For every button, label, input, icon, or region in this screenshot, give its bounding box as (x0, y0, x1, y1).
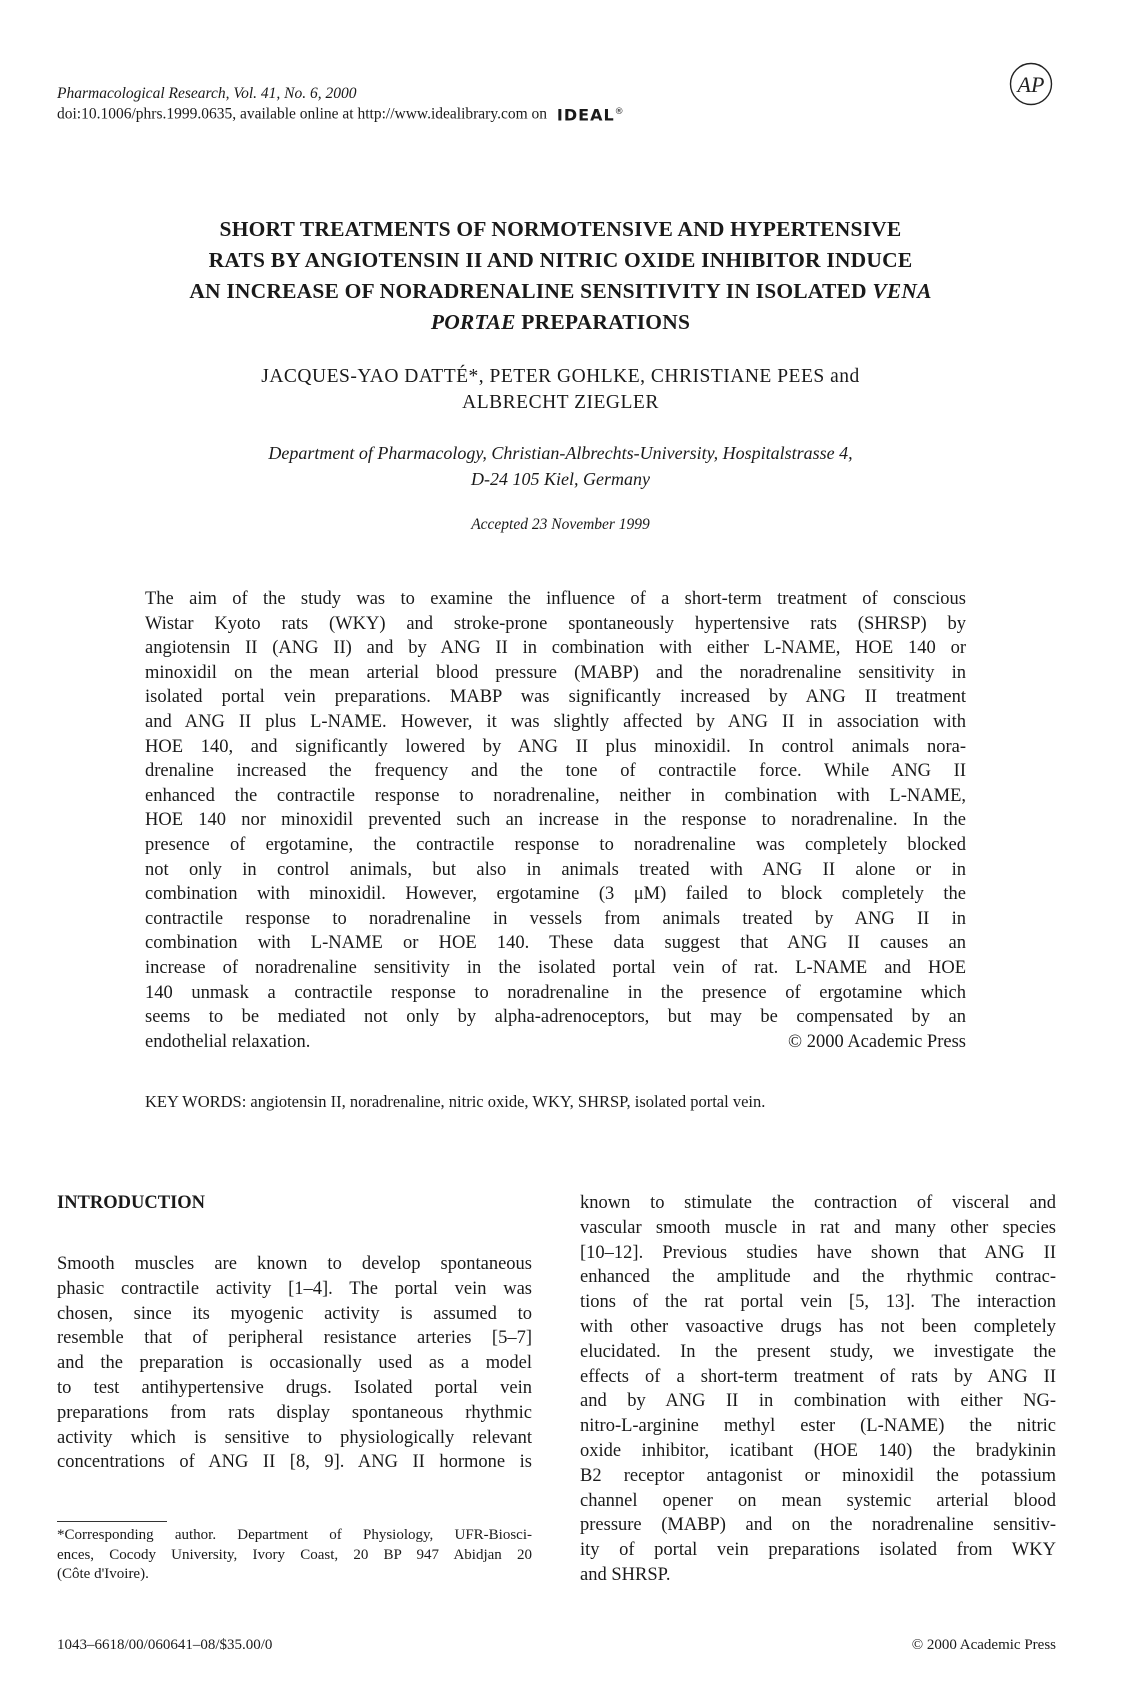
text-line: concentrations of ANG II [8, 9]. ANG II hormone is (57, 1452, 532, 1473)
text-line: activity which is sensitive to physiologically relevant (57, 1427, 532, 1448)
text-line: to test antihypertensive drugs. Isolated portal vein (57, 1377, 532, 1398)
footnote-line: (Côte d'Ivoire). (57, 1566, 149, 1582)
logo-text: AP (1017, 72, 1045, 97)
title-line: AN INCREASE OF NORADRENALINE SENSITIVITY IN ISOLATED VENA (189, 279, 932, 303)
text-line: tions of the rat portal vein [5, 13]. The interaction (580, 1292, 1056, 1313)
footnote-line: *Corresponding author. Department of Physiology, UFR-Biosci- (57, 1527, 532, 1543)
abstract-line: contractile response to noradrenaline in vessels from animals treated by ANG II in (145, 908, 966, 929)
abstract-line: 140 unmask a contractile response to noradrenaline in the presence of ergotamine which (145, 982, 966, 1003)
abstract-line: not only in control animals, but also in animals treated with ANG II alone or in (145, 859, 966, 880)
introduction-right-column (580, 1191, 1056, 1588)
text-line: resemble that of peripheral resistance arteries [5–7] (57, 1328, 532, 1349)
keywords-text: angiotensin II, noradrenaline, nitric oxide, WKY, SHRSP, isolated portal vein. (250, 1092, 766, 1111)
abstract-line: minoxidil on the mean arterial blood pressure (MABP) and the noradrenaline sensitivity in (145, 662, 966, 683)
footnote-divider (57, 1521, 167, 1522)
text-line: B2 receptor antagonist or minoxidil the potassium (580, 1465, 1056, 1486)
footer-issn-code: 1043–6618/00/060641–08/$35.00/0 (57, 1637, 273, 1653)
text-line: pressure (MABP) and on the noradrenaline sensitiv- (580, 1515, 1056, 1536)
title-line: SHORT TREATMENTS OF NORMOTENSIVE AND HYPERTENSIVE (219, 217, 902, 241)
text-line: and the preparation is occasionally used as a model (57, 1353, 532, 1374)
doi-line (57, 103, 625, 124)
text-line: vascular smooth muscle in rat and many other species (580, 1217, 1056, 1238)
text-line: [10–12]. Previous studies have shown that ANG II (580, 1242, 1056, 1263)
abstract-line: Wistar Kyoto rats (WKY) and stroke-prone spontaneously hypertensive rats (SHRSP) by (145, 613, 966, 634)
abstract-line: combination with minoxidil. However, ergotamine (3 μM) failed to block completely the (145, 884, 966, 905)
title-line: RATS BY ANGIOTENSIN II AND NITRIC OXIDE INHIBITOR INDUCE (208, 248, 913, 272)
text-line: effects of a short-term treatment of rats by ANG II (580, 1366, 1056, 1387)
abstract-last-line: endothelial relaxation. © 2000 Academic Press (145, 1030, 966, 1055)
abstract-line: combination with L-NAME or HOE 140. These data suggest that ANG II causes an (145, 933, 966, 954)
text-line: channel opener on mean systemic arterial blood (580, 1490, 1056, 1511)
journal-citation: Pharmacological Research, Vol. 41, No. 6, 2000 (57, 85, 357, 102)
text-line: preparations from rats display spontaneous rhythmic (57, 1402, 532, 1423)
paper-title (90, 214, 1031, 338)
abstract-line: drenaline increased the frequency and the tone of contractile force. While ANG II (145, 761, 966, 782)
text-line: oxide inhibitor, icatibant (HOE 140) the bradykinin (580, 1440, 1056, 1461)
text-line: and SHRSP. (580, 1564, 671, 1585)
abstract-line: increase of noradrenaline sensitivity in the isolated portal vein of rat. L-NAME and HOE (145, 957, 966, 978)
text-line: Smooth muscles are known to develop spontaneous (57, 1254, 532, 1274)
abstract-line: presence of ergotamine, the contractile response to noradrenaline was completely blocked (145, 834, 966, 855)
abstract-line: HOE 140 nor minoxidil prevented such an increase in the response to noradrenaline. In the (145, 810, 966, 831)
keywords-label: KEY WORDS: (145, 1092, 247, 1111)
section-heading-introduction: INTRODUCTION (57, 1193, 206, 1213)
abstract-line: enhanced the contractile response to noradrenaline, neither in combination with L-NAME, (145, 785, 966, 806)
text-line: known to stimulate the contraction of visceral and (580, 1193, 1056, 1213)
accepted-date: Accepted 23 November 1999 (471, 516, 650, 533)
academic-press-logo (1009, 62, 1053, 106)
footnote-line: ences, Cocody University, Ivory Coast, 20 BP 947 Abidjan 20 (57, 1546, 532, 1563)
keywords (145, 1092, 765, 1112)
text-line: with other vasoactive drugs has not been completely (580, 1316, 1056, 1337)
abstract-line: angiotensin II (ANG II) and by ANG II in combination with either L-NAME, HOE 140 or (145, 638, 966, 659)
abstract-line: The aim of the study was to examine the influence of a short-term treatment of conscious (145, 589, 966, 609)
abstract-line: and ANG II plus L-NAME. However, it was slightly affected by ANG II in association with (145, 711, 966, 732)
abstract-copyright: © 2000 Academic Press (788, 1031, 966, 1052)
text-line: nitro-L-arginine methyl ester (L-NAME) the nitric (580, 1416, 1056, 1437)
introduction-left-column (57, 1252, 532, 1475)
abstract-line: HOE 140, and significantly lowered by ANG II plus minoxidil. In control animals nora- (145, 736, 966, 757)
ideal-logo: IDEAL® (556, 105, 625, 125)
text-line: chosen, since its myogenic activity is assumed to (57, 1303, 532, 1324)
abstract (145, 587, 966, 1054)
affiliation: Department of Pharmacology, Christian-Albrechts-University, Hospitalstrasse 4, D-24 105 Kiel, Germany (268, 443, 853, 489)
abstract-line: seems to be mediated not only by alpha-adrenoceptors, but may be compensated by an (145, 1007, 966, 1028)
text-line: ity of portal vein preparations isolated from WKY (580, 1540, 1056, 1561)
abstract-line: isolated portal vein preparations. MABP was significantly increased by ANG II treatment (145, 687, 966, 708)
footer-copyright: © 2000 Academic Press (911, 1637, 1056, 1653)
author-list: JACQUES-YAO DATTÉ*, PETER GOHLKE, CHRISTIANE PEES and ALBRECHT ZIEGLER (261, 366, 860, 413)
title-line: PORTAE PREPARATIONS (430, 310, 691, 334)
text-line: phasic contractile activity [1–4]. The portal vein was (57, 1278, 532, 1299)
text-line: elucidated. In the present study, we investigate the (580, 1341, 1056, 1362)
doi-text: doi:10.1006/phrs.1999.0635, available online at http://www.idealibrary.com on (57, 105, 548, 123)
text-line: enhanced the amplitude and the rhythmic contrac- (580, 1267, 1056, 1288)
corresponding-author-footnote (57, 1526, 532, 1585)
text-line: and by ANG II in combination with either NG- (580, 1391, 1056, 1412)
